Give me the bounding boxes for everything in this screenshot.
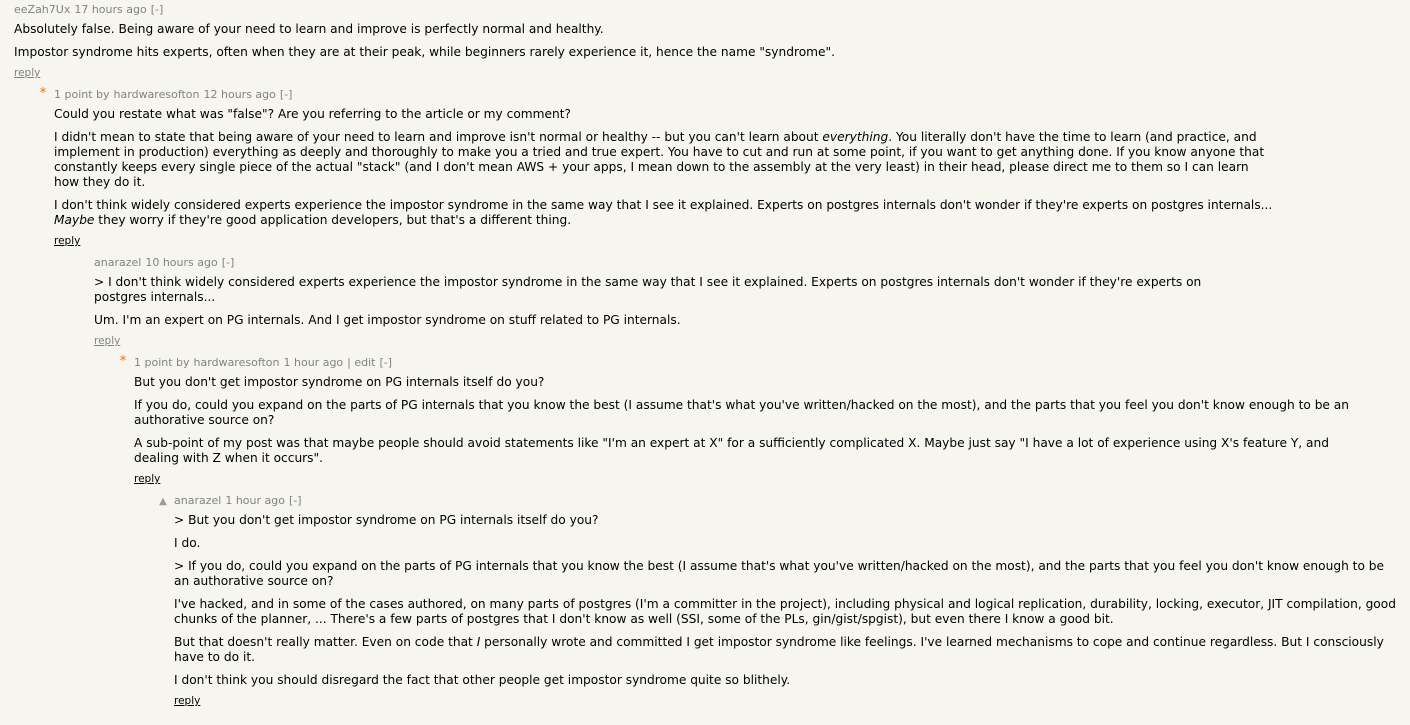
collapse-toggle[interactable]: [-] [150, 3, 164, 16]
comment-author[interactable]: anarazel [174, 494, 222, 507]
reply-row [174, 695, 1398, 707]
comment-age[interactable]: 1 hour ago [225, 494, 285, 507]
comment-paragraph: I don't think widely considered experts experience the impostor syndrome in the same way that I see it explained. Experts on postgres internals don't wonder if they're experts on postgres internals... Maybe they worry if they're good application developers, but that's a different thing. [54, 198, 1273, 227]
comment-paragraph: If you do, could you expand on the parts of PG internals that you know the best (I assume that's what you've written/hacked on the most), and the parts that you feel you don't know enough to be an authorative source on? [134, 398, 1349, 427]
emphasis-text: everything [822, 130, 889, 144]
emphasis-text: Maybe [54, 213, 95, 227]
comment-body [54, 107, 1274, 228]
reply-link[interactable]: reply [134, 473, 161, 485]
collapse-toggle[interactable]: [-] [221, 256, 235, 269]
comment-paragraph: I don't think you should disregard the fact that other people get impostor syndrome quite so blithely. [174, 673, 791, 687]
comment-age[interactable]: 1 hour ago [283, 356, 344, 369]
comment-paragraph: Impostor syndrome hits experts, often when they are at their peak, while beginners rarely experience it, hence the name "syndrome". [14, 45, 836, 59]
comment [14, 3, 1394, 79]
comment-age[interactable]: 12 hours ago [203, 88, 276, 101]
comment-age[interactable]: 10 hours ago [145, 256, 218, 269]
comment-author[interactable]: hardwaresofton [113, 88, 200, 101]
comment-body [94, 275, 1254, 328]
comment-paragraph: I do. [174, 536, 201, 550]
comment [119, 354, 1356, 485]
comment-author[interactable]: anarazel [94, 256, 142, 269]
reply-link[interactable]: reply [94, 335, 121, 347]
comment-header [14, 3, 1394, 16]
comment [94, 256, 1254, 347]
comment-body [14, 22, 1394, 60]
comment-paragraph: I didn't mean to state that being aware of your need to learn and improve isn't normal or healthy -- but you can't learn about everything. You literally don't have the time to learn (and practice, and implement in production) everything as deeply and thoroughly to make you a tried and true expert. You have to cut and run at some point, if you want to get anything done. If you know anyone that constantly keeps every single piece of the actual "stack" (and I don't mean AWS + your apps, I mean down to the assembly at the very least) in their head, please direct me to them so I can learn how they do it. [54, 130, 1265, 189]
comment-author[interactable]: hardwaresofton [193, 356, 280, 369]
comment-paragraph: > But you don't get impostor syndrome on PG internals itself do you? [174, 513, 599, 527]
collapse-toggle[interactable]: [-] [379, 356, 393, 369]
comment-age[interactable]: 17 hours ago [74, 3, 147, 16]
comment-body [134, 375, 1356, 466]
comment-author[interactable]: eeZah7Ux [14, 3, 71, 16]
collapse-toggle[interactable]: [-] [279, 88, 293, 101]
comment-header [94, 256, 1254, 269]
reply-link[interactable]: reply [174, 695, 201, 707]
comment-header [174, 494, 1398, 507]
upvote-icon[interactable]: * [39, 86, 47, 101]
collapse-toggle[interactable]: [-] [288, 494, 302, 507]
comment-paragraph: Could you restate what was "false"? Are you referring to the article or my comment? [54, 107, 571, 121]
comment [159, 494, 1398, 707]
comment-paragraph: But you don't get impostor syndrome on PG internals itself do you? [134, 375, 545, 389]
upvote-arrow-icon[interactable]: ▲ [159, 496, 167, 507]
comment-paragraph: I've hacked, and in some of the cases authored, on many parts of postgres (I'm a committer in the project), including physical and logical replication, durability, locking, executor, JIT compilation, good chunks of the planner, ... There's a few parts of postgres that I don't know as well (SSI, some of the PLs, gin/gist/spgist), but even there I know a good bit. [174, 597, 1396, 626]
comment-paragraph: But that doesn't really matter. Even on code that I personally wrote and committed I get impostor syndrome like feelings. I've learned mechanisms to cope and continue regardless. But I consciously have to do it. [174, 635, 1384, 664]
comment-paragraph: A sub-point of my post was that maybe people should avoid statements like "I'm an expert at X" for a sufficiently complicated X. Maybe just say "I have a lot of experience using X's feature Y, and dealing with Z when it occurs". [134, 436, 1329, 465]
comment-body [174, 513, 1398, 688]
reply-row [14, 67, 1394, 79]
comment-paragraph: > If you do, could you expand on the parts of PG internals that you know the best (I assume that's what you've written/hacked on the most), and the parts that you feel you don't know enough to be an authorative source on? [174, 559, 1385, 588]
comment-paragraph: Absolutely false. Being aware of your need to learn and improve is perfectly normal and healthy. [14, 22, 604, 36]
upvote-icon[interactable]: * [119, 354, 127, 369]
reply-row [54, 235, 1274, 247]
reply-row [94, 335, 1254, 347]
comment-paragraph: Um. I'm an expert on PG internals. And I get impostor syndrome on stuff related to PG internals. [94, 313, 681, 327]
emphasis-text: I [476, 635, 481, 649]
edit-link[interactable]: | edit [347, 356, 376, 369]
reply-row [134, 473, 1356, 485]
comment [39, 86, 1274, 247]
comment-points: 1 point by [54, 88, 110, 101]
comment-paragraph: > I don't think widely considered experts experience the impostor syndrome in the same way that I see it explained. Experts on postgres internals don't wonder if they're experts on postgres internals... [94, 275, 1202, 304]
comment-points: 1 point by [134, 356, 190, 369]
reply-link[interactable]: reply [14, 67, 41, 79]
comment-header [54, 88, 1274, 101]
comment-header [134, 356, 1356, 369]
reply-link[interactable]: reply [54, 235, 81, 247]
